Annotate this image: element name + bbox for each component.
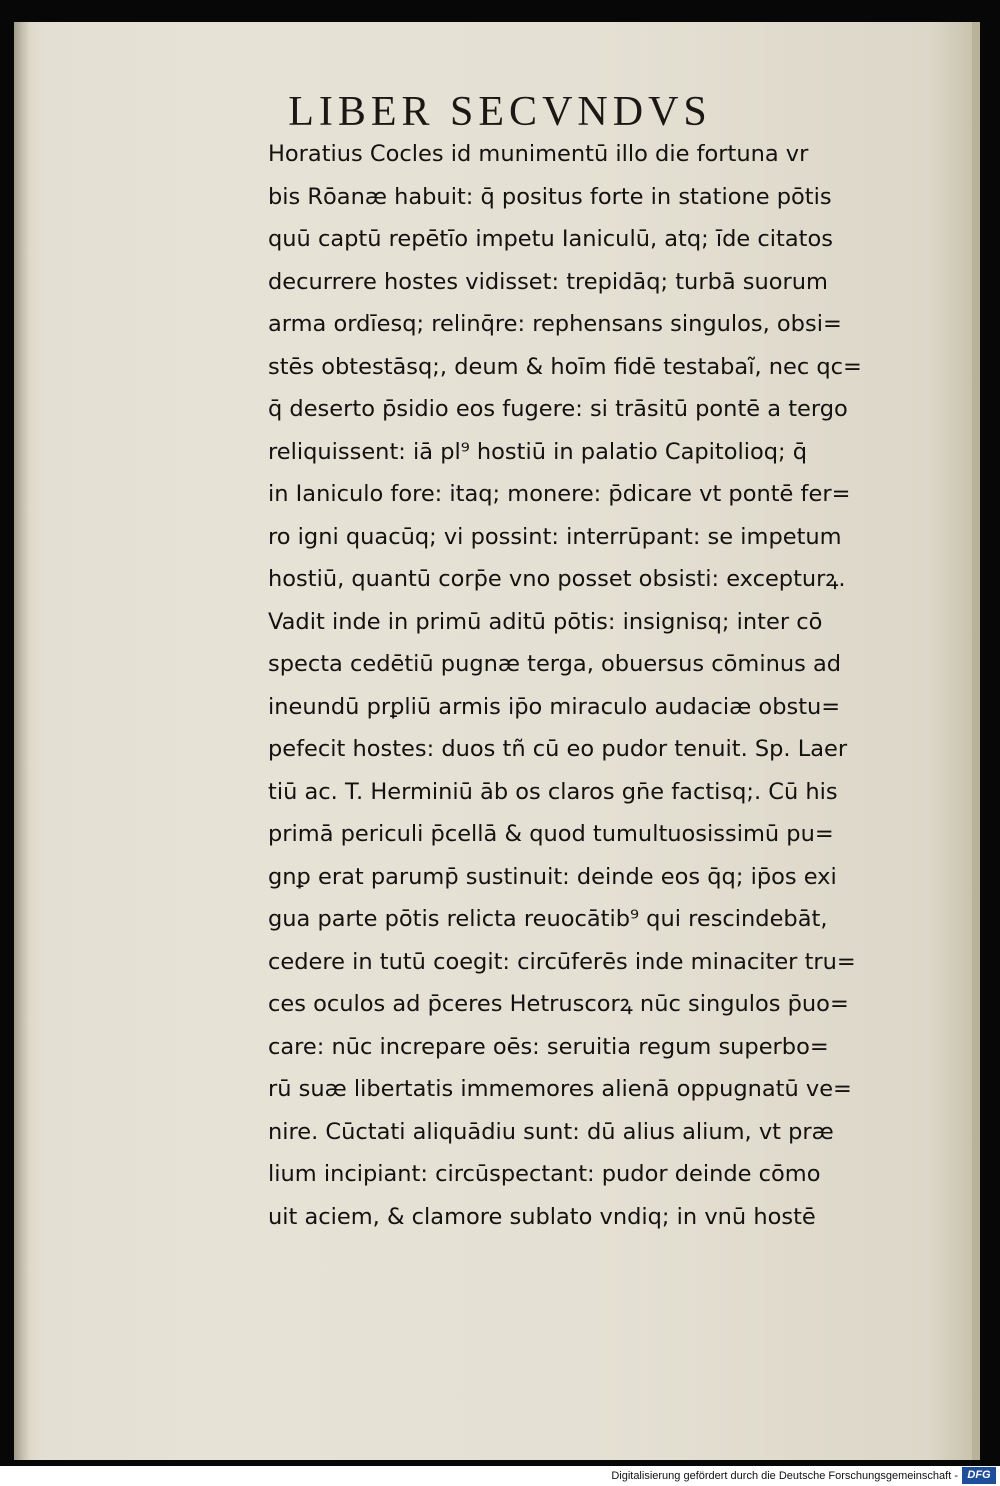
text-line-6: stēs obtestāsq;, deum & hoīm fidē testabaĩ, nec qc= (268, 353, 862, 380)
text-line-4: decurrere hostes vidisset: trepidāq; turbā suorum (268, 268, 828, 295)
text-line-12: Vadit inde in primū aditū pōtis: insignisq; inter cō (268, 608, 823, 635)
text-line-25: lium incipiant: circūspectant: pudor deinde cōmo (268, 1161, 821, 1187)
text-line-17: primā periculi p̄cellā & quod tumultuosissimū pu= (268, 821, 834, 847)
funding-footer (0, 1466, 1000, 1486)
text-line-23: rū suæ libertatis immemores alienā oppugnatū ve= (268, 1076, 852, 1102)
text-line-21: ces oculos ad p̄ceres Hetruscorꝝ nūc singulos p̄uo= (268, 991, 849, 1017)
text-line-1: Horatius Cocles id munimentū illo die fortuna vr (268, 141, 809, 167)
page-gutter-shadow (14, 22, 30, 1460)
text-line-16: tiū ac. T. Herminiū āb os claros gn̄e factisq;. Cū his (268, 778, 838, 805)
text-line-10: ro igni quacūq; vi possint: interrūpant: se impetum (268, 523, 842, 550)
text-line-19: gua parte pōtis relicta reuocātib⁹ qui rescindebāt, (268, 906, 828, 932)
body-text-block (268, 133, 893, 1238)
text-line-20: cedere in tutū coegit: circūferēs inde minaciter tru= (268, 948, 856, 975)
text-line-13: specta cedētiū pugnæ terga, obuersus cōminus ad (268, 651, 842, 677)
text-line-22: care: nūc increpare oēs: seruitia regum superbo= (268, 1033, 829, 1060)
text-line-11: hostiū, quantū corp̄e vno posset obsisti: excepturꝝ. (268, 566, 846, 592)
text-line-15: pefecit hostes: duos tñ cū eo pudor tenuit. Sp. Laer (268, 736, 848, 762)
page-edge (972, 22, 980, 1460)
text-line-5: arma ordīesq; relinq̄re: rephensans singulos, obsi= (268, 311, 842, 337)
funding-note: Digitalisierung gefördert durch die Deutsche Forschungsgemeinschaft - (611, 1470, 958, 1482)
dfg-logo[interactable]: DFG (962, 1467, 996, 1484)
text-line-26: uit aciem, & clamore sublato vndiq; in vnū hostē (268, 1203, 816, 1230)
text-line-3: quū captū repētīo impetu Ianiculū, atq; īde citatos (268, 226, 833, 252)
text-line-14: ineundū prꝑliū armis ip̄o miraculo audaciæ obstu= (268, 693, 841, 720)
text-line-8: reliquissent: iā pl⁹ hostiū in palatio Capitolioq; q̄ (268, 438, 808, 465)
running-head: LIBER SECVNDVS (288, 89, 712, 135)
text-line-9: in Ianiculo fore: itaq; monere: p̄dicare vt pontē fer= (268, 481, 851, 507)
text-line-18: gnꝑ erat parump̄ sustinuit: deinde eos q̄q; ip̄os exi (268, 863, 837, 890)
text-line-2: bis Rōanæ habuit: q̄ positus forte in statione pōtis (268, 183, 832, 210)
text-line-24: nire. Cūctati aliquādiu sunt: dū alius alium, vt præ (268, 1118, 834, 1145)
text-line-7: q̄ deserto p̄sidio eos fugere: si trāsitū pontē a tergo (268, 396, 848, 422)
